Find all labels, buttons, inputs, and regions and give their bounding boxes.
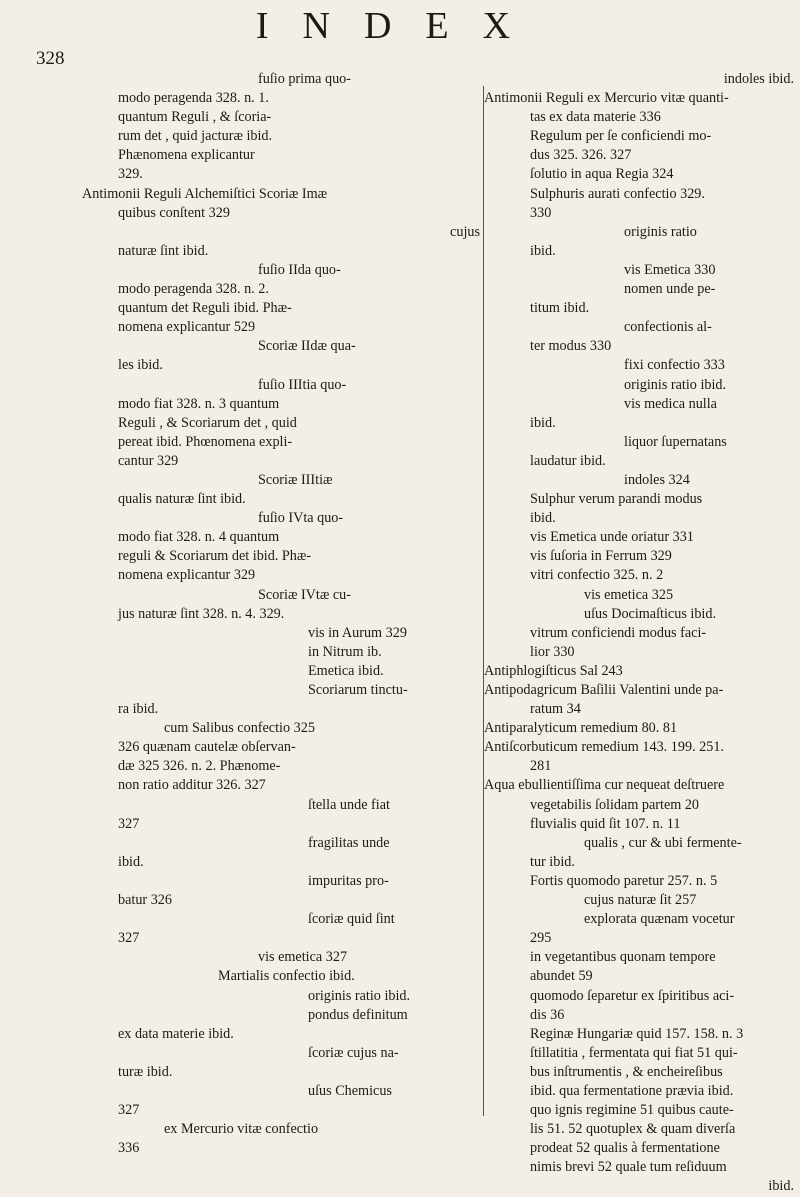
- index-line: ibid.: [118, 853, 144, 870]
- page-number: 328: [36, 48, 65, 69]
- index-line: dis 36: [530, 1006, 565, 1023]
- index-line: Emetica ibid.: [308, 662, 384, 679]
- index-line: lis 51. 52 quotuplex & quam diverſa: [530, 1121, 736, 1138]
- index-line: cantur 329: [118, 452, 179, 469]
- index-line: Antiſcorbuticum remedium 143. 199. 251.: [484, 739, 724, 756]
- page-title: INDEX: [255, 5, 545, 47]
- index-line: reguli & Scoriarum det ibid. Phæ-: [118, 548, 312, 565]
- index-line: fuſio IIda quo-: [258, 261, 341, 278]
- index-line: prodeat 52 qualis à fermentatione: [530, 1140, 720, 1157]
- index-line: quomodo ſeparetur ex ſpiritibus aci-: [530, 987, 735, 1004]
- index-line: vis in Aurum 329: [308, 624, 407, 641]
- index-line: vis ſuſoria in Ferrum 329: [530, 548, 672, 565]
- index-line: 330: [530, 204, 552, 221]
- index-line: Scoriarum tinctu-: [308, 682, 408, 698]
- index-line: Regulum per ſe conficiendi mo-: [530, 128, 712, 145]
- index-line: qualis , cur & ubi fermente-: [584, 834, 742, 851]
- index-line: ter modus 330: [530, 338, 612, 355]
- index-line: modo peragenda 328. n. 1.: [118, 90, 269, 107]
- index-line: 326 quænam cautelæ obſervan-: [118, 739, 296, 756]
- index-line: jus naturæ ſint 328. n. 4. 329.: [118, 605, 285, 622]
- index-line: Martialis confectio ibid.: [218, 968, 355, 985]
- index-line: ex data materie ibid.: [118, 1025, 234, 1042]
- index-line: Reguli , & Scoriarum det , quid: [118, 414, 297, 431]
- index-line: fixi confectio 333: [624, 357, 725, 374]
- index-line: fuſio IIItia quo-: [258, 376, 347, 393]
- index-line: modo fiat 328. n. 4 quantum: [118, 529, 280, 546]
- index-line: lior 330: [530, 643, 575, 660]
- index-line: modo peragenda 328. n. 2.: [118, 281, 269, 298]
- index-line: tur ibid.: [530, 853, 575, 870]
- index-line: quibus conſtent 329: [118, 204, 230, 221]
- index-line: Sulphuris aurati confectio 329.: [530, 185, 705, 202]
- index-line: pereat ibid. Phœnomena expli-: [118, 433, 293, 450]
- index-line: explorata quænam vocetur: [584, 911, 735, 928]
- index-line: 329.: [118, 166, 143, 183]
- index-line: vis Emetica unde oriatur 331: [530, 529, 694, 546]
- index-line: cum Salibus confectio 325: [164, 720, 315, 737]
- index-line: pondus definitum: [308, 1006, 408, 1023]
- index-line: titum ibid.: [530, 300, 590, 317]
- index-line: ibid.: [530, 242, 556, 259]
- index-line: ſtillatitia , fermentata qui fiat 51 qui-: [530, 1044, 738, 1061]
- index-line: Reginæ Hungariæ quid 157. 158. n. 3: [530, 1025, 744, 1042]
- index-line: ſcoriæ quid ſint: [308, 911, 395, 928]
- index-line: in Nitrum ib.: [308, 643, 382, 660]
- index-line: uſus Chemicus: [308, 1082, 392, 1099]
- index-line: tas ex data materie 336: [530, 109, 661, 126]
- index-line: turæ ibid.: [118, 1063, 173, 1080]
- index-line: Aqua ebullientiſſima cur nequeat deſtruere: [484, 777, 725, 794]
- index-line: bus inſtrumentis , & encheireſibus: [530, 1063, 723, 1080]
- index-line: ibid.: [530, 414, 556, 431]
- index-line: laudatur ibid.: [530, 452, 606, 469]
- index-line: ex Mercurio vitæ confectio: [164, 1121, 319, 1138]
- index-line: 327: [118, 1102, 140, 1119]
- index-line: fluvialis quid ſit 107. n. 11: [530, 815, 681, 832]
- index-line: ſolutio in aqua Regia 324: [530, 166, 674, 183]
- index-line: vis emetica 327: [258, 949, 348, 966]
- index-line: Antiphlogiſticus Sal 243: [484, 662, 623, 679]
- index-line: 327: [118, 815, 140, 832]
- index-line: fragilitas unde: [308, 834, 390, 851]
- index-line: originis ratio ibid.: [624, 376, 727, 393]
- index-line: quantum det Reguli ibid. Phæ-: [118, 300, 292, 317]
- index-line: ra ibid.: [118, 701, 159, 718]
- index-line: cujus naturæ ſit 257: [584, 892, 697, 909]
- index-line: abundet 59: [530, 968, 593, 985]
- index-line: Sulphur verum parandi modus: [530, 491, 703, 508]
- index-line: Scoriæ IIdæ qua-: [258, 338, 356, 355]
- index-line: in vegetantibus quonam tempore: [530, 949, 716, 966]
- index-line: confectionis al-: [624, 319, 712, 336]
- index-line: dæ 325 326. n. 2. Phænome-: [118, 758, 281, 775]
- index-line: non ratio additur 326. 327: [118, 777, 266, 794]
- index-line: qualis naturæ ſint ibid.: [118, 491, 246, 508]
- index-line: dus 325. 326. 327: [530, 147, 632, 164]
- index-line: Antipodagricum Baſilii Valentini unde pa-: [484, 682, 724, 698]
- index-line: 281: [530, 758, 552, 775]
- index-line: ibid. qua fermentatione prævia ibid.: [530, 1082, 734, 1099]
- index-line: originis ratio: [624, 223, 697, 240]
- index-line: rum det , quid jacturæ ibid.: [118, 128, 273, 145]
- index-line: Antimonii Reguli ex Mercurio vitæ quanti-: [484, 90, 729, 107]
- index-line: vegetabilis ſolidam partem 20: [530, 796, 700, 813]
- index-line: vis emetica 325: [584, 586, 674, 603]
- index-line: quantum Reguli , & ſcoria-: [118, 109, 272, 126]
- index-line: indoles 324: [624, 471, 690, 488]
- index-line: ſcoriæ cujus na-: [308, 1044, 399, 1061]
- index-line: nimis brevi 52 quale tum reſiduum: [530, 1159, 727, 1176]
- left-column: [82, 70, 480, 1158]
- index-line: ibid.: [530, 510, 556, 527]
- index-line: Scoriæ IVtæ cu-: [258, 586, 351, 603]
- index-line: ibid.: [768, 1178, 794, 1195]
- index-line: 336: [118, 1140, 140, 1157]
- index-line: vitri confectio 325. n. 2: [530, 567, 664, 584]
- index-line: indoles ibid.: [723, 71, 794, 87]
- index-line: les ibid.: [118, 357, 163, 374]
- index-line: vitrum conficiendi modus faci-: [530, 624, 707, 641]
- index-line: batur 326: [118, 892, 172, 909]
- index-line: nomena explicantur 529: [118, 319, 256, 336]
- index-line: 327: [118, 930, 140, 947]
- index-line: vis Emetica 330: [624, 261, 716, 278]
- index-line: quo ignis regimine 51 quibus caute-: [530, 1102, 734, 1119]
- index-line: 295: [530, 930, 552, 947]
- index-line: nomen unde pe-: [624, 281, 716, 298]
- right-column: [484, 70, 794, 1197]
- index-line: Antiparalyticum remedium 80. 81: [484, 720, 678, 737]
- index-line: impuritas pro-: [308, 872, 389, 889]
- index-line: Fortis quomodo paretur 257. n. 5: [530, 872, 718, 889]
- index-line: Antimonii Reguli Alchemiſtici Scoriæ Imæ: [82, 185, 328, 202]
- index-line: naturæ ſint ibid.: [118, 242, 209, 259]
- index-line: cujus: [450, 223, 480, 240]
- index-line: ratum 34: [530, 701, 581, 718]
- index-line: fuſio prima quo-: [258, 71, 351, 87]
- index-line: Phænomena explicantur: [118, 147, 255, 164]
- index-line: liquor ſupernatans: [624, 433, 727, 450]
- index-line: Scoriæ IIItiæ: [258, 471, 333, 488]
- index-line: nomena explicantur 329: [118, 567, 256, 584]
- index-line: modo fiat 328. n. 3 quantum: [118, 395, 280, 412]
- index-line: ſtella unde fiat: [308, 796, 390, 813]
- index-line: uſus Docimaſticus ibid.: [584, 605, 717, 622]
- index-line: vis medica nulla: [624, 395, 717, 412]
- index-line: originis ratio ibid.: [308, 987, 411, 1004]
- index-line: fuſio IVta quo-: [258, 510, 344, 527]
